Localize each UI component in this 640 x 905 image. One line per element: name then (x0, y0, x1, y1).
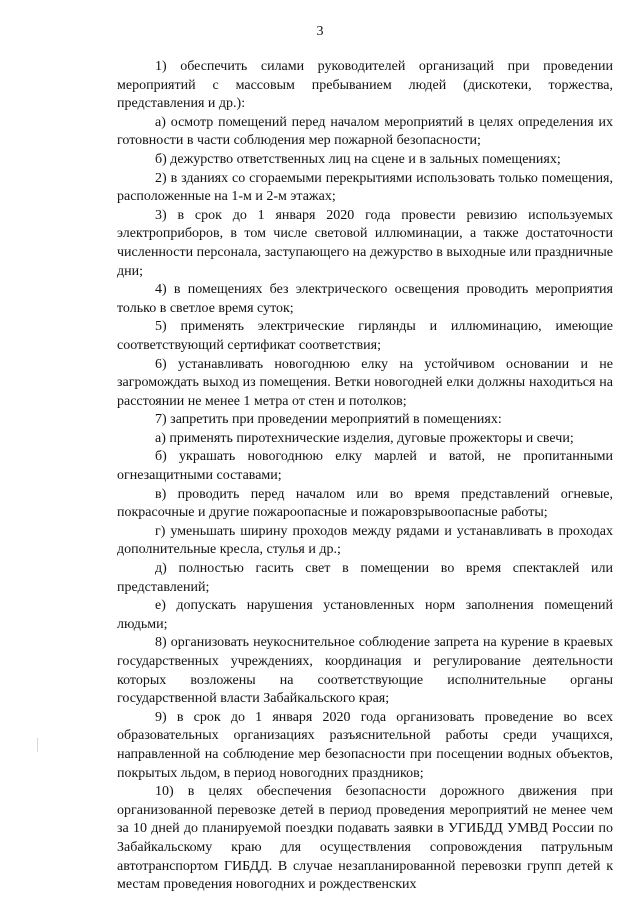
paragraph-item-5: 5) применять электрические гирлянды и иллюминацию, имеющие соответствующий сертификат соответствия; (117, 319, 613, 353)
paragraph-subitem-7d: д) полностью гасить свет в помещении во время спектаклей или представлений; (117, 561, 613, 595)
paragraph-subitem-7g: г) уменьшать ширину проходов между рядами и устанавливать в проходах дополнительные кресла, стулья и др.; (117, 523, 613, 558)
paragraph-item-3: 3) в срок до 1 января 2020 года провести ревизию используемых электроприборов, в том числе световой иллюминации, а также достаточности численности персонала, заступающего на дежурство в выходные или праздничные дни; (117, 207, 613, 279)
paragraph-subitem-7a: а) применять пиротехнические изделия, дуговые прожекторы и свечи; (155, 430, 574, 446)
document-body (117, 58, 613, 895)
page-number: 3 (316, 24, 324, 39)
scan-margin-mark (37, 738, 38, 752)
paragraph-subitem-7b: б) украшать новогоднюю елку марлей и ватой, не пропитанными огнезащитными составами; (117, 449, 613, 484)
paragraph-item-1: 1) обеспечить силами руководителей организаций при проведении мероприятий с массовым пребыванием людей (дискотеки, торжества, представления и др.): (117, 59, 613, 112)
paragraph-item-2: 2) в зданиях со сгораемыми перекрытиями использовать только помещения, расположенные на 1-м и 2-м этажах; (117, 170, 613, 205)
paragraph-subitem-1a: а) осмотр помещений перед началом мероприятий в целях определения их готовности в части соблюдения мер пожарной безопасности; (117, 114, 613, 149)
paragraph-item-8: 8) организовать неукоснительное соблюдение запрета на курение в краевых государственных учреждениях, координация и регулирование деятельности которых возложены на соответствующие исполнительные органы государственной власти Забайкальского края; (117, 635, 613, 707)
paragraph-subitem-7v: в) проводить перед началом или во время представлений огневые, покрасочные и другие пожароопасные и пожаровзрывоопасные работы; (117, 486, 613, 521)
paragraph-subitem-7e: е) допускать нарушения установленных норм заполнения помещений людьми; (117, 598, 613, 632)
paragraph-item-10: 10) в целях обеспечения безопасности дорожного движения при организованной перевозке детей в период проведения мероприятий не менее чем за 10 дней до планируемой поездки подавать заявки в УГИБДД УМВД России по Забайкальскому краю для осуществления сопровождения патрульным автотранспортом ГИБДД. В случае незапланированной перевозки групп детей к местам проведения новогодних и рождественских (117, 784, 613, 893)
paragraph-item-4: 4) в помещениях без электрического освещения проводить мероприятия только в светлое время суток; (117, 282, 613, 316)
paragraph-item-7: 7) запретить при проведении мероприятий в помещениях: (155, 412, 502, 428)
paragraph-subitem-1b: б) дежурство ответственных лиц на сцене и в зальных помещениях; (155, 151, 561, 167)
paragraph-item-6: 6) устанавливать новогоднюю елку на устойчивом основании и не загромождать выход из помещения. Ветки новогодней елки должны находиться на расстоянии не менее 1 метра от стен и потолков; (117, 356, 613, 409)
paragraph-item-9: 9) в срок до 1 января 2020 года организовать проведение во всех образовательных организациях разъяснительной работы среди учащихся, направленной на соблюдение мер безопасности при посещении водных объектов, покрытых льдом, в период новогодних праздников; (117, 709, 613, 781)
